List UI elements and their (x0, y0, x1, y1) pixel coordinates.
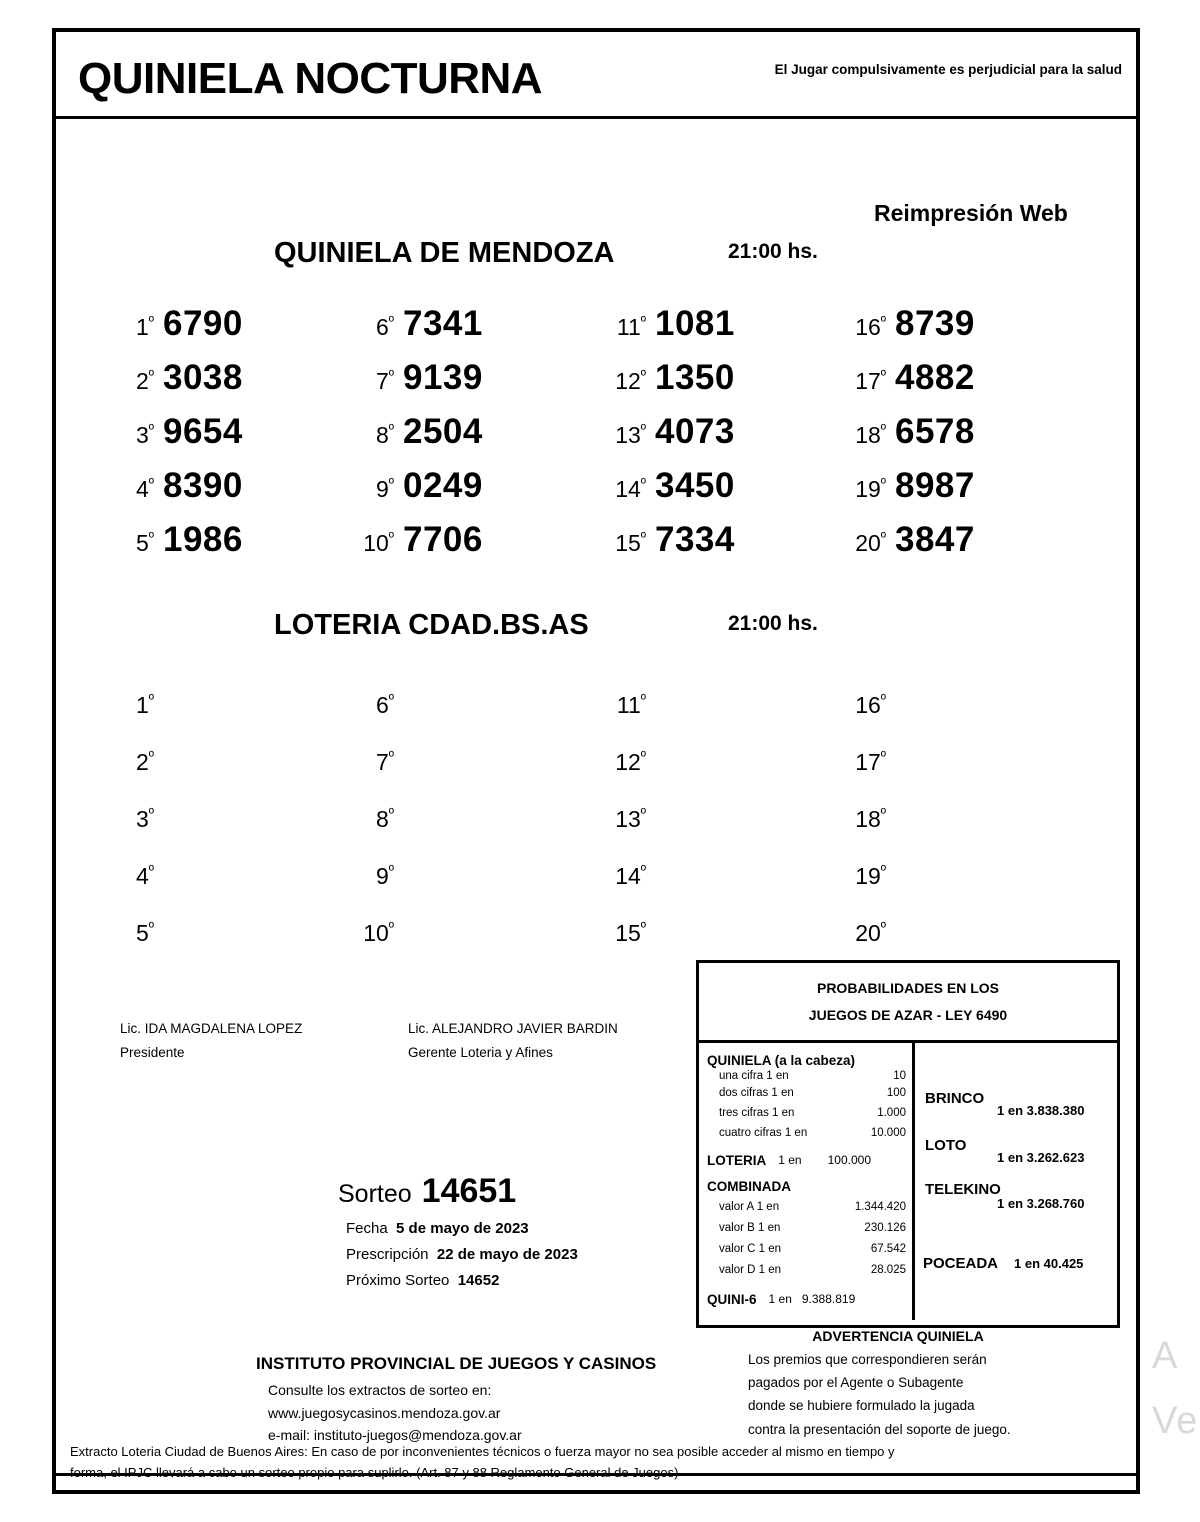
result-cell (594, 749, 834, 806)
footnote-line-1: Extracto Loteria Ciudad de Buenos Aires: En caso de por inconvenientes técnicos o fuerza mayor no sea posible acceder al mismo en tiempo y (70, 1444, 895, 1459)
result-cell (114, 412, 354, 466)
draw-title-mendoza: QUINIELA DE MENDOZA (274, 237, 615, 269)
probabilities-box (696, 960, 1120, 1328)
result-number: 9139 (403, 358, 483, 397)
draw-prescription-row (338, 1246, 578, 1263)
probability-row (707, 1199, 906, 1215)
result-number: 6790 (163, 304, 243, 343)
result-number: 8987 (895, 466, 975, 505)
result-cell (834, 358, 1074, 412)
result-cell (594, 806, 834, 863)
draw-time-mendoza: 21:00 hs. (728, 240, 818, 263)
result-position: $12^º$ (615, 368, 646, 394)
result-position: $4^º$ (135, 863, 154, 889)
result-position: $18^º$ (855, 422, 886, 448)
result-cell (114, 358, 354, 412)
result-number: 9654 (163, 412, 243, 451)
result-position: $11^º$ (616, 692, 646, 718)
loto-probability (925, 1137, 1084, 1165)
brinco-label: BRINCO (925, 1090, 985, 1108)
result-cell (354, 466, 594, 520)
probability-label: valor B 1 en (719, 1221, 781, 1234)
probability-label: tres cifras 1 en (719, 1106, 795, 1119)
result-position: $6^º$ (375, 692, 394, 718)
brinco-odds: 1 en 3.838.380 (997, 1103, 1085, 1119)
loto-label: LOTO (925, 1137, 967, 1155)
result-position: $1^º$ (135, 692, 154, 718)
signature-name: Lic. IDA MAGDALENA LOPEZ (120, 1021, 303, 1036)
probability-row (707, 1068, 906, 1084)
result-position: $14^º$ (615, 476, 646, 502)
result-position: $8^º$ (375, 422, 394, 448)
result-position: $10^º$ (363, 530, 394, 556)
loteria-mid: 1 en (778, 1152, 802, 1167)
result-cell (354, 304, 594, 358)
header-divider (56, 116, 1136, 119)
probabilities-title-line-2: JUEGOS DE AZAR - LEY 6490 (808, 1006, 1008, 1023)
result-number: 8739 (895, 304, 975, 343)
footer-divider (56, 1473, 1136, 1476)
result-cell (354, 520, 594, 574)
result-cell (834, 304, 1074, 358)
result-cell (354, 412, 594, 466)
result-cell (354, 692, 594, 749)
result-cell (114, 520, 354, 574)
result-position: $17^º$ (855, 749, 886, 775)
probability-row (707, 1262, 906, 1278)
signature-manager (408, 1017, 618, 1064)
result-cell (354, 749, 594, 806)
result-cell (594, 520, 834, 574)
probabilities-title (699, 963, 1117, 1043)
probability-odds: 230.126 (864, 1221, 906, 1234)
result-position: $9^º$ (375, 476, 394, 502)
quini6-odds: 9.388.819 (801, 1291, 856, 1306)
result-position: $20^º$ (855, 920, 886, 946)
advertencia-block (748, 1328, 1048, 1441)
result-cell (114, 692, 354, 749)
probability-odds: 10.000 (870, 1127, 906, 1140)
result-position: $19^º$ (855, 476, 886, 502)
result-position: $13^º$ (615, 422, 646, 448)
result-position: $2^º$ (135, 368, 154, 394)
result-cell (594, 412, 834, 466)
result-number: 0249 (403, 466, 483, 505)
ghost-text-line-1: A (1152, 1335, 1179, 1377)
sorteo-number: 14651 (421, 1172, 517, 1210)
result-position: $15^º$ (615, 920, 646, 946)
probability-label: valor C 1 en (719, 1243, 782, 1256)
result-position: $17^º$ (855, 368, 886, 394)
result-position: $7^º$ (375, 749, 394, 775)
page-title: QUINIELA NOCTURNA (78, 54, 543, 103)
result-position: $16^º$ (855, 314, 886, 340)
loteria-probability-row (707, 1153, 906, 1168)
quini6-mid: 1 en (768, 1291, 792, 1306)
result-position: $5^º$ (135, 920, 154, 946)
result-position: $2^º$ (135, 749, 154, 775)
probability-label: valor D 1 en (719, 1264, 782, 1277)
result-number: 1081 (655, 304, 735, 343)
result-cell (594, 304, 834, 358)
probability-row (707, 1220, 906, 1236)
probabilities-body (699, 1043, 1117, 1320)
signature-name: Lic. ALEJANDRO JAVIER BARDIN (408, 1021, 618, 1036)
result-position: $1^º$ (135, 314, 154, 340)
result-number: 7341 (403, 304, 483, 343)
result-cell (114, 863, 354, 920)
result-position: $10^º$ (363, 920, 394, 946)
result-position: $18^º$ (855, 806, 886, 832)
result-position: $14^º$ (615, 863, 646, 889)
loto-odds: 1 en 3.262.623 (997, 1150, 1085, 1166)
result-cell (354, 358, 594, 412)
result-position: $5^º$ (135, 530, 154, 556)
reprint-label: Reimpresión Web (874, 200, 1068, 226)
ghost-text-line-2: Ve (1152, 1400, 1199, 1442)
result-cell (834, 806, 1074, 863)
draw-number-row (338, 1172, 578, 1211)
advertencia-line-3: donde se hubiere formulado la jugada (748, 1398, 975, 1414)
result-cell (594, 466, 834, 520)
result-position: $12^º$ (615, 749, 646, 775)
probability-row (707, 1105, 906, 1121)
institute-block (256, 1354, 656, 1447)
result-number: 2504 (403, 412, 483, 451)
probability-odds: 1.000 (877, 1106, 906, 1119)
probability-label: dos cifras 1 en (719, 1086, 794, 1099)
combinada-heading: COMBINADA (707, 1178, 791, 1194)
result-number: 8390 (163, 466, 243, 505)
result-cell (834, 692, 1074, 749)
result-cell (354, 920, 594, 977)
result-position: $19^º$ (855, 863, 886, 889)
signature-role: Gerente Loteria y Afines (408, 1044, 553, 1060)
poceada-odds: 1 en 40.425 (1014, 1256, 1084, 1272)
probability-odds: 10 (893, 1070, 906, 1083)
result-number: 7706 (403, 520, 483, 559)
result-number: 6578 (895, 412, 975, 451)
result-cell (834, 749, 1074, 806)
proximo-value: 14652 (457, 1272, 500, 1289)
next-draw-row (338, 1272, 578, 1289)
probability-row (707, 1085, 906, 1101)
result-position: $15^º$ (615, 530, 646, 556)
loteria-label: LOTERIA (707, 1152, 767, 1168)
result-position: $9^º$ (375, 863, 394, 889)
poceada-probability (923, 1255, 1083, 1272)
probability-odds: 100 (886, 1086, 906, 1099)
result-cell (114, 920, 354, 977)
lottery-ticket (52, 28, 1140, 1494)
probability-label: valor A 1 en (719, 1200, 780, 1213)
result-position: $16^º$ (855, 692, 886, 718)
gambling-warning: El Jugar compulsivamente es perjudicial para la salud (774, 62, 1122, 77)
institute-line-1: Consulte los extractos de sorteo en: (268, 1382, 492, 1398)
result-cell (594, 692, 834, 749)
draw-title-bsas: LOTERIA CDAD.BS.AS (274, 609, 589, 641)
result-cell (834, 412, 1074, 466)
telekino-label: TELEKINO (925, 1181, 1001, 1199)
signature-role: Presidente (120, 1044, 185, 1060)
result-cell (594, 358, 834, 412)
quini6-probability-row (707, 1292, 906, 1307)
draw-info-block (338, 1172, 578, 1289)
institute-email: e-mail: instituto-juegos@mendoza.gov.ar (268, 1427, 522, 1444)
telekino-probability (925, 1181, 1084, 1211)
brinco-probability (925, 1090, 1084, 1118)
telekino-odds: 1 en 3.268.760 (997, 1196, 1085, 1212)
draw-time-bsas: 21:00 hs. (728, 612, 818, 635)
probabilities-title-line-1: PROBABILIDADES EN LOS (816, 980, 999, 996)
loteria-odds: 100.000 (827, 1152, 871, 1167)
result-position: $7^º$ (375, 368, 394, 394)
draw-date-row (338, 1220, 578, 1237)
result-number: 1986 (163, 520, 243, 559)
result-position: $13^º$ (615, 806, 646, 832)
probability-label: una cifra 1 en (719, 1070, 789, 1083)
result-number: 3450 (655, 466, 735, 505)
prescripcion-value: 22 de mayo de 2023 (436, 1246, 578, 1263)
probabilities-left-column (699, 1043, 915, 1320)
result-cell (594, 863, 834, 920)
proximo-label: Próximo Sorteo (346, 1272, 450, 1289)
result-number: 4882 (895, 358, 975, 397)
result-position: $3^º$ (135, 806, 154, 832)
probability-odds: 1.344.420 (854, 1200, 906, 1213)
sorteo-label: Sorteo (338, 1180, 412, 1208)
signature-president (120, 1017, 302, 1064)
result-number: 3038 (163, 358, 243, 397)
probability-label: cuatro cifras 1 en (719, 1127, 808, 1140)
result-number: 3847 (895, 520, 975, 559)
result-cell (834, 863, 1074, 920)
result-position: $11^º$ (616, 314, 646, 340)
footnote-block (70, 1442, 1122, 1483)
institute-title: INSTITUTO PROVINCIAL DE JUEGOS Y CASINOS (256, 1354, 657, 1373)
probability-odds: 28.025 (870, 1264, 906, 1277)
advertencia-line-1: Los premios que correspondieren serán (748, 1352, 987, 1367)
probabilities-right-column (915, 1043, 1117, 1320)
advertencia-line-2: pagados por el Agente o Subagente (748, 1375, 964, 1391)
result-cell (114, 749, 354, 806)
result-position: $6^º$ (375, 314, 394, 340)
fecha-value: 5 de mayo de 2023 (396, 1220, 529, 1237)
quini6-label: QUINI-6 (707, 1291, 757, 1307)
result-cell (834, 520, 1074, 574)
result-position: $3^º$ (135, 422, 154, 448)
probability-row (707, 1241, 906, 1257)
result-number: 7334 (655, 520, 735, 559)
probability-odds: 67.542 (870, 1243, 906, 1256)
quiniela-heading: QUINIELA (a la cabeza) (707, 1053, 856, 1069)
result-position: $4^º$ (135, 476, 154, 502)
results-grid-mendoza (114, 304, 1074, 574)
result-number: 1350 (655, 358, 735, 397)
result-position: $8^º$ (375, 806, 394, 832)
result-cell (114, 466, 354, 520)
result-cell (834, 466, 1074, 520)
result-number: 4073 (655, 412, 735, 451)
result-cell (114, 304, 354, 358)
prescripcion-label: Prescripción (346, 1246, 429, 1263)
fecha-label: Fecha (346, 1220, 388, 1237)
poceada-label: POCEADA (923, 1255, 999, 1273)
probability-row (707, 1125, 906, 1141)
result-cell (354, 806, 594, 863)
result-position: $20^º$ (855, 530, 886, 556)
advertencia-title: ADVERTENCIA QUINIELA (812, 1328, 984, 1344)
advertencia-line-4: contra la presentación del soporte de juego. (748, 1421, 1011, 1437)
result-cell (114, 806, 354, 863)
results-grid-bsas (114, 692, 1074, 977)
result-cell (354, 863, 594, 920)
institute-website: www.juegosycasinos.mendoza.gov.ar (268, 1404, 501, 1421)
